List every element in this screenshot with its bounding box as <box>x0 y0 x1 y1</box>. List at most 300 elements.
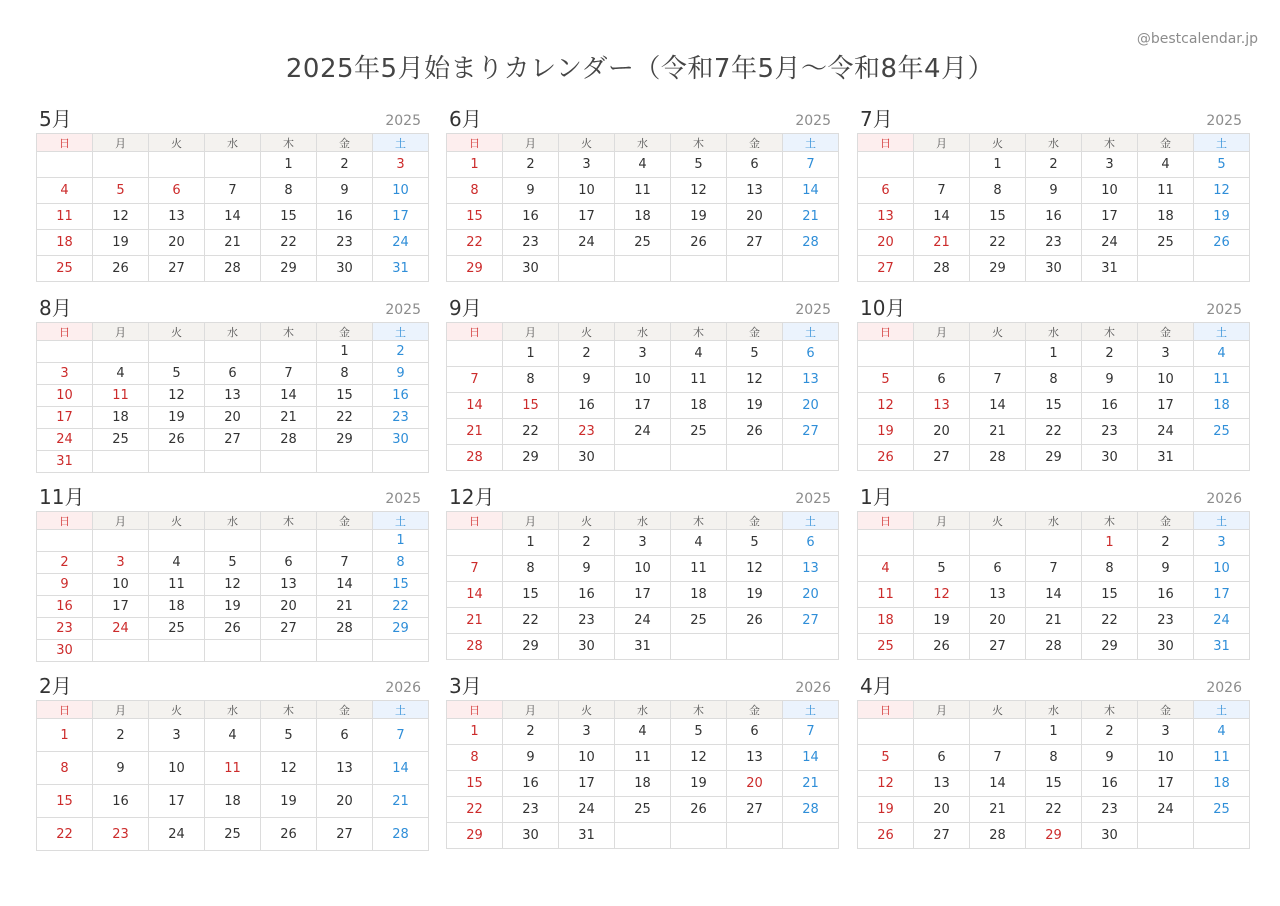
weekday-header-row <box>858 323 1250 341</box>
weekday-header: 金 <box>727 512 783 530</box>
day-cell: 15 <box>447 771 503 797</box>
empty-day-cell <box>261 341 317 363</box>
day-cell: 8 <box>1026 745 1082 771</box>
month-header <box>857 483 1243 511</box>
weekday-header: 日 <box>447 323 503 341</box>
day-cell: 16 <box>37 596 93 618</box>
day-cell: 18 <box>205 785 261 818</box>
day-cell: 14 <box>447 393 503 419</box>
weekday-header: 火 <box>149 701 205 719</box>
month-year: 2025 <box>385 491 421 507</box>
day-cell: 16 <box>1026 204 1082 230</box>
day-cell: 13 <box>261 574 317 596</box>
day-cell: 11 <box>205 752 261 785</box>
day-cell: 15 <box>373 574 429 596</box>
day-cell: 7 <box>261 363 317 385</box>
day-cell: 25 <box>671 608 727 634</box>
weekday-header: 日 <box>37 512 93 530</box>
day-cell: 10 <box>93 574 149 596</box>
weekday-header: 日 <box>37 701 93 719</box>
empty-day-cell <box>970 341 1026 367</box>
day-cell: 21 <box>970 419 1026 445</box>
day-cell: 6 <box>858 178 914 204</box>
day-cell: 7 <box>205 178 261 204</box>
day-cell: 7 <box>914 178 970 204</box>
month-table <box>857 133 1250 282</box>
month-name: 2月 <box>39 674 72 698</box>
month-header <box>446 105 832 133</box>
day-cell: 21 <box>1026 608 1082 634</box>
day-cell: 11 <box>858 582 914 608</box>
week-row <box>447 230 839 256</box>
day-cell: 9 <box>559 367 615 393</box>
weekday-header: 日 <box>447 701 503 719</box>
day-cell: 5 <box>727 530 783 556</box>
empty-day-cell <box>205 530 261 552</box>
day-cell: 4 <box>858 556 914 582</box>
month-year: 2026 <box>1206 491 1242 507</box>
day-cell: 12 <box>205 574 261 596</box>
week-row <box>447 582 839 608</box>
day-cell: 3 <box>615 530 671 556</box>
day-cell: 31 <box>1194 634 1250 660</box>
month-year: 2025 <box>795 491 831 507</box>
empty-day-cell <box>447 530 503 556</box>
weekday-header-row <box>447 323 839 341</box>
empty-day-cell <box>1138 823 1194 849</box>
weekday-header: 金 <box>317 512 373 530</box>
day-cell: 9 <box>503 745 559 771</box>
weekday-header-row <box>447 134 839 152</box>
day-cell: 2 <box>373 341 429 363</box>
month-header <box>446 294 832 322</box>
day-cell: 17 <box>1138 393 1194 419</box>
day-cell: 9 <box>1026 178 1082 204</box>
week-row <box>858 745 1250 771</box>
month-table <box>36 322 429 473</box>
day-cell: 31 <box>559 823 615 849</box>
day-cell: 20 <box>261 596 317 618</box>
day-cell: 14 <box>373 752 429 785</box>
day-cell: 29 <box>373 618 429 640</box>
weekday-header: 火 <box>559 323 615 341</box>
day-cell: 14 <box>783 178 839 204</box>
day-cell: 27 <box>783 608 839 634</box>
day-cell: 5 <box>261 719 317 752</box>
week-row <box>37 785 429 818</box>
month-year: 2026 <box>1206 680 1242 696</box>
day-cell: 2 <box>559 341 615 367</box>
empty-day-cell <box>261 451 317 473</box>
weekday-header: 土 <box>1194 134 1250 152</box>
day-cell: 15 <box>447 204 503 230</box>
week-row <box>447 608 839 634</box>
day-cell: 25 <box>671 419 727 445</box>
day-cell: 12 <box>261 752 317 785</box>
weekday-header-row <box>447 701 839 719</box>
day-cell: 14 <box>261 385 317 407</box>
day-cell: 23 <box>317 230 373 256</box>
day-cell: 12 <box>671 745 727 771</box>
empty-day-cell <box>149 640 205 662</box>
day-cell: 19 <box>149 407 205 429</box>
day-cell: 1 <box>447 152 503 178</box>
empty-day-cell <box>783 634 839 660</box>
weekday-header: 水 <box>615 323 671 341</box>
day-cell: 5 <box>205 552 261 574</box>
day-cell: 10 <box>1138 745 1194 771</box>
day-cell: 5 <box>914 556 970 582</box>
day-cell: 20 <box>149 230 205 256</box>
day-cell: 31 <box>1138 445 1194 471</box>
day-cell: 17 <box>149 785 205 818</box>
month-header <box>36 294 422 322</box>
month-name: 11月 <box>39 485 85 509</box>
day-cell: 13 <box>783 556 839 582</box>
day-cell: 17 <box>1138 771 1194 797</box>
day-cell: 30 <box>1138 634 1194 660</box>
day-cell: 6 <box>727 719 783 745</box>
week-row <box>858 634 1250 660</box>
day-cell: 7 <box>970 745 1026 771</box>
day-cell: 3 <box>373 152 429 178</box>
day-cell: 3 <box>1194 530 1250 556</box>
month-name: 10月 <box>860 296 906 320</box>
day-cell: 25 <box>1194 419 1250 445</box>
day-cell: 30 <box>503 256 559 282</box>
day-cell: 6 <box>727 152 783 178</box>
day-cell: 5 <box>149 363 205 385</box>
day-cell: 30 <box>503 823 559 849</box>
day-cell: 30 <box>37 640 93 662</box>
month-header <box>857 105 1243 133</box>
day-cell: 13 <box>727 745 783 771</box>
day-cell: 31 <box>373 256 429 282</box>
day-cell: 29 <box>1082 634 1138 660</box>
day-cell: 21 <box>205 230 261 256</box>
day-cell: 4 <box>671 341 727 367</box>
empty-day-cell <box>1194 823 1250 849</box>
day-cell: 24 <box>149 818 205 851</box>
month-calendar <box>446 294 832 471</box>
day-cell: 28 <box>1026 634 1082 660</box>
week-row <box>858 719 1250 745</box>
week-row <box>37 530 429 552</box>
day-cell: 23 <box>1138 608 1194 634</box>
weekday-header: 水 <box>205 134 261 152</box>
day-cell: 1 <box>1026 341 1082 367</box>
day-cell: 10 <box>149 752 205 785</box>
month-year: 2025 <box>385 302 421 318</box>
day-cell: 13 <box>317 752 373 785</box>
weekday-header: 金 <box>317 134 373 152</box>
weekday-header: 土 <box>1194 323 1250 341</box>
day-cell: 12 <box>858 771 914 797</box>
day-cell: 20 <box>914 419 970 445</box>
weekday-header-row <box>37 701 429 719</box>
weekday-header: 火 <box>149 512 205 530</box>
empty-day-cell <box>727 256 783 282</box>
weekday-header: 火 <box>970 701 1026 719</box>
month-name: 7月 <box>860 107 893 131</box>
empty-day-cell <box>93 530 149 552</box>
day-cell: 21 <box>447 419 503 445</box>
day-cell: 22 <box>1082 608 1138 634</box>
month-calendar <box>36 105 422 282</box>
day-cell: 15 <box>503 393 559 419</box>
empty-day-cell <box>783 445 839 471</box>
day-cell: 19 <box>261 785 317 818</box>
empty-day-cell <box>783 256 839 282</box>
day-cell: 31 <box>1082 256 1138 282</box>
day-cell: 26 <box>671 797 727 823</box>
empty-day-cell <box>727 634 783 660</box>
month-name: 12月 <box>449 485 495 509</box>
day-cell: 16 <box>317 204 373 230</box>
weekday-header: 水 <box>1026 701 1082 719</box>
day-cell: 12 <box>858 393 914 419</box>
day-cell: 24 <box>1082 230 1138 256</box>
day-cell: 22 <box>970 230 1026 256</box>
weekday-header: 金 <box>317 701 373 719</box>
day-cell: 13 <box>914 393 970 419</box>
weekday-header: 木 <box>261 512 317 530</box>
month-table <box>446 133 839 282</box>
day-cell: 20 <box>783 582 839 608</box>
day-cell: 27 <box>914 823 970 849</box>
empty-day-cell <box>914 719 970 745</box>
day-cell: 14 <box>1026 582 1082 608</box>
week-row <box>37 574 429 596</box>
week-row <box>447 204 839 230</box>
day-cell: 20 <box>970 608 1026 634</box>
day-cell: 24 <box>559 230 615 256</box>
day-cell: 11 <box>615 178 671 204</box>
month-year: 2025 <box>795 302 831 318</box>
day-cell: 19 <box>671 204 727 230</box>
day-cell: 4 <box>615 152 671 178</box>
day-cell: 24 <box>559 797 615 823</box>
day-cell: 21 <box>373 785 429 818</box>
day-cell: 15 <box>317 385 373 407</box>
empty-day-cell <box>317 530 373 552</box>
week-row <box>447 530 839 556</box>
empty-day-cell <box>914 530 970 556</box>
day-cell: 30 <box>1082 823 1138 849</box>
week-row <box>37 385 429 407</box>
empty-day-cell <box>205 640 261 662</box>
day-cell: 29 <box>1026 823 1082 849</box>
month-year: 2025 <box>795 113 831 129</box>
empty-day-cell <box>1026 530 1082 556</box>
day-cell: 3 <box>559 152 615 178</box>
empty-day-cell <box>373 640 429 662</box>
day-cell: 4 <box>671 530 727 556</box>
day-cell: 23 <box>503 797 559 823</box>
day-cell: 18 <box>615 204 671 230</box>
empty-day-cell <box>317 640 373 662</box>
day-cell: 29 <box>317 429 373 451</box>
weekday-header: 月 <box>503 701 559 719</box>
empty-day-cell <box>373 451 429 473</box>
weekday-header: 月 <box>503 323 559 341</box>
day-cell: 19 <box>1194 204 1250 230</box>
weekday-header: 金 <box>727 701 783 719</box>
day-cell: 29 <box>447 823 503 849</box>
day-cell: 3 <box>615 341 671 367</box>
weekday-header: 火 <box>149 323 205 341</box>
day-cell: 5 <box>1194 152 1250 178</box>
empty-day-cell <box>149 530 205 552</box>
weekday-header: 日 <box>858 512 914 530</box>
day-cell: 28 <box>914 256 970 282</box>
month-table <box>857 511 1250 660</box>
month-name: 3月 <box>449 674 482 698</box>
day-cell: 26 <box>858 445 914 471</box>
month-header <box>446 672 832 700</box>
day-cell: 1 <box>447 719 503 745</box>
weekday-header: 月 <box>503 134 559 152</box>
day-cell: 17 <box>1194 582 1250 608</box>
day-cell: 6 <box>914 745 970 771</box>
month-table <box>36 511 429 662</box>
weekday-header: 火 <box>970 512 1026 530</box>
weekday-header: 水 <box>615 701 671 719</box>
week-row <box>447 367 839 393</box>
day-cell: 14 <box>447 582 503 608</box>
week-row <box>858 445 1250 471</box>
empty-day-cell <box>93 341 149 363</box>
empty-day-cell <box>727 823 783 849</box>
week-row <box>447 393 839 419</box>
week-row <box>37 719 429 752</box>
weekday-header: 水 <box>205 323 261 341</box>
empty-day-cell <box>37 341 93 363</box>
day-cell: 28 <box>317 618 373 640</box>
day-cell: 22 <box>1026 419 1082 445</box>
day-cell: 23 <box>93 818 149 851</box>
day-cell: 25 <box>858 634 914 660</box>
week-row <box>858 419 1250 445</box>
empty-day-cell <box>615 256 671 282</box>
day-cell: 10 <box>373 178 429 204</box>
day-cell: 3 <box>37 363 93 385</box>
month-name: 1月 <box>860 485 893 509</box>
month-calendar <box>857 483 1243 660</box>
weekday-header: 日 <box>858 134 914 152</box>
weekday-header: 木 <box>261 134 317 152</box>
empty-day-cell <box>914 341 970 367</box>
month-calendar <box>857 105 1243 282</box>
week-row <box>37 363 429 385</box>
day-cell: 5 <box>671 152 727 178</box>
day-cell: 11 <box>149 574 205 596</box>
day-cell: 20 <box>727 204 783 230</box>
month-calendar <box>36 294 422 473</box>
day-cell: 21 <box>783 204 839 230</box>
day-cell: 8 <box>1082 556 1138 582</box>
empty-day-cell <box>858 152 914 178</box>
month-calendar <box>36 672 422 851</box>
week-row <box>447 634 839 660</box>
day-cell: 30 <box>1026 256 1082 282</box>
day-cell: 6 <box>914 367 970 393</box>
day-cell: 23 <box>559 419 615 445</box>
day-cell: 6 <box>970 556 1026 582</box>
day-cell: 19 <box>858 797 914 823</box>
day-cell: 30 <box>317 256 373 282</box>
week-row <box>858 178 1250 204</box>
month-calendar <box>36 483 422 662</box>
weekday-header-row <box>37 323 429 341</box>
empty-day-cell <box>783 823 839 849</box>
day-cell: 26 <box>205 618 261 640</box>
weekday-header: 水 <box>615 512 671 530</box>
day-cell: 12 <box>1194 178 1250 204</box>
day-cell: 17 <box>615 393 671 419</box>
week-row <box>37 818 429 851</box>
day-cell: 16 <box>1138 582 1194 608</box>
day-cell: 29 <box>503 445 559 471</box>
empty-day-cell <box>261 530 317 552</box>
day-cell: 17 <box>559 204 615 230</box>
day-cell: 26 <box>671 230 727 256</box>
empty-day-cell <box>149 152 205 178</box>
day-cell: 19 <box>914 608 970 634</box>
day-cell: 28 <box>783 797 839 823</box>
day-cell: 23 <box>1026 230 1082 256</box>
day-cell: 18 <box>93 407 149 429</box>
week-row <box>447 178 839 204</box>
day-cell: 1 <box>37 719 93 752</box>
day-cell: 30 <box>559 445 615 471</box>
site-tag: @bestcalendar.jp <box>1136 31 1258 47</box>
week-row <box>858 230 1250 256</box>
empty-day-cell <box>671 445 727 471</box>
weekday-header: 月 <box>93 512 149 530</box>
day-cell: 28 <box>373 818 429 851</box>
day-cell: 7 <box>447 367 503 393</box>
empty-day-cell <box>93 640 149 662</box>
day-cell: 12 <box>914 582 970 608</box>
day-cell: 11 <box>671 367 727 393</box>
week-row <box>37 256 429 282</box>
day-cell: 18 <box>1194 771 1250 797</box>
day-cell: 4 <box>37 178 93 204</box>
day-cell: 16 <box>93 785 149 818</box>
day-cell: 6 <box>783 530 839 556</box>
day-cell: 4 <box>205 719 261 752</box>
day-cell: 2 <box>559 530 615 556</box>
day-cell: 17 <box>1082 204 1138 230</box>
weekday-header: 水 <box>1026 323 1082 341</box>
day-cell: 29 <box>261 256 317 282</box>
weekday-header: 水 <box>1026 512 1082 530</box>
weekday-header: 土 <box>783 512 839 530</box>
week-row <box>37 152 429 178</box>
day-cell: 1 <box>317 341 373 363</box>
day-cell: 18 <box>671 393 727 419</box>
week-row <box>447 152 839 178</box>
day-cell: 10 <box>37 385 93 407</box>
day-cell: 11 <box>37 204 93 230</box>
day-cell: 18 <box>1138 204 1194 230</box>
weekday-header: 火 <box>149 134 205 152</box>
empty-day-cell <box>970 530 1026 556</box>
day-cell: 8 <box>970 178 1026 204</box>
weekday-header-row <box>858 134 1250 152</box>
day-cell: 11 <box>1194 745 1250 771</box>
